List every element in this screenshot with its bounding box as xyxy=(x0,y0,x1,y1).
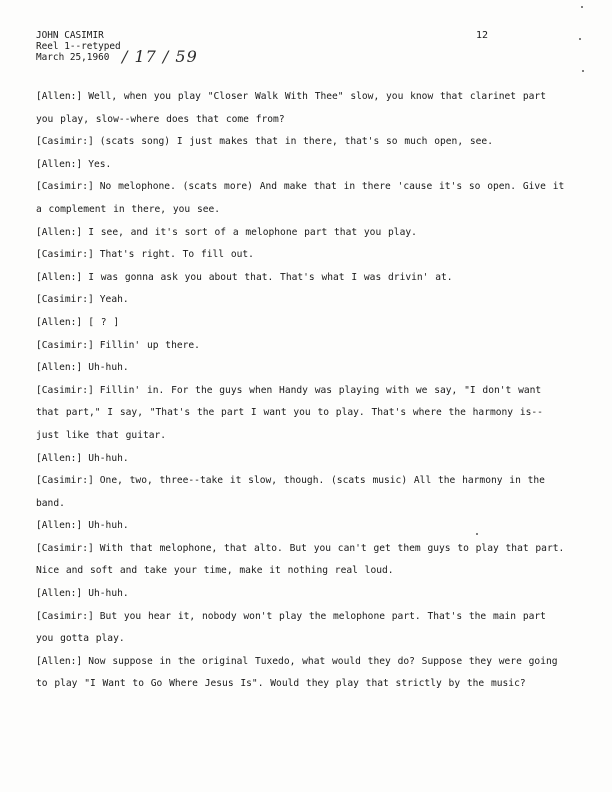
speech-text: Yeah. xyxy=(99,294,129,306)
speech-text: But you hear it, nobody won't play the melophone part. That's the main part you gotta play. xyxy=(36,610,546,645)
transcript-body xyxy=(36,86,566,696)
speech-text: I see, and it's sort of a melophone part that you play. xyxy=(88,226,417,238)
scan-speck xyxy=(582,70,584,72)
speech-text: Yes. xyxy=(88,158,112,170)
speech-text: [ ? ] xyxy=(88,316,120,328)
speaker-label: [Casimir:] xyxy=(36,181,94,193)
speech-text: I was gonna ask you about that. That's what I was drivin' at. xyxy=(88,271,453,283)
speech-text: Now suppose in the original Tuxedo, what would they do? Suppose they were going to play "I Want to Go Where Jesus Is". Would they play that strictly by the music? xyxy=(36,655,558,690)
speaker-label: [Allen:] xyxy=(36,271,83,283)
speaker-label: [Casimir:] xyxy=(36,136,94,148)
transcript-entry xyxy=(36,357,566,380)
transcript-entry xyxy=(36,470,566,515)
transcript-entry xyxy=(36,154,566,177)
interview-date: March 25,1960 xyxy=(36,52,110,63)
speaker-label: [Casimir:] xyxy=(36,384,94,396)
speaker-label: [Allen:] xyxy=(36,316,83,328)
transcript-entry xyxy=(36,651,566,696)
page-number: 12 xyxy=(476,30,489,41)
speech-text: Uh-huh. xyxy=(88,588,129,600)
speaker-label: [Allen:] xyxy=(36,91,83,102)
transcript-entry xyxy=(36,335,566,358)
speaker-label: [Casimir:] xyxy=(36,249,94,261)
transcript-entry xyxy=(36,267,566,290)
transcript-entry xyxy=(36,312,566,335)
speaker-label: [Allen:] xyxy=(36,588,83,600)
speaker-label: [Allen:] xyxy=(36,158,83,170)
speaker-label: [Casimir:] xyxy=(36,610,94,622)
speaker-label: [Allen:] xyxy=(36,520,83,532)
speech-text: One, two, three--take it slow, though. (scats music) All the harmony in the band. xyxy=(36,475,545,509)
transcript-entry xyxy=(36,380,566,448)
reel-label: Reel 1--retyped xyxy=(36,41,121,52)
speech-text: (scats song) I just makes that in there, that's so much open, see. xyxy=(99,136,493,148)
transcript-entry xyxy=(36,176,566,221)
transcript-entry xyxy=(36,222,566,245)
speaker-label: [Allen:] xyxy=(36,655,83,667)
transcript-entry xyxy=(36,515,566,538)
transcript-entry xyxy=(36,289,566,312)
transcript-entry xyxy=(36,606,566,651)
scan-speck xyxy=(476,533,478,535)
transcript-entry xyxy=(36,244,566,267)
speech-text: Uh-huh. xyxy=(88,362,129,374)
transcript-entry xyxy=(36,583,566,606)
scan-speck xyxy=(581,6,583,8)
speaker-label: [Casimir:] xyxy=(36,475,94,487)
speech-text: Fillin' up there. xyxy=(99,339,200,351)
speech-text: Fillin' in. For the guys when Handy was playing with we say, "I don't want that part," I say, "That's the part I want you to play. That's where the harmony is--just like that guitar. xyxy=(36,384,543,441)
speech-text: No melophone. (scats more) And make that in there 'cause it's so open. Give it a complement in there, you see. xyxy=(36,181,565,215)
speech-text: Well, when you play "Closer Walk With Thee" slow, you know that clarinet part you play, slow--where does that come from? xyxy=(36,91,546,125)
scan-speck xyxy=(579,38,581,40)
speech-text: Uh-huh. xyxy=(88,520,129,532)
transcript-entry xyxy=(36,448,566,471)
speech-text: Uh-huh. xyxy=(88,452,129,464)
transcript-entry xyxy=(36,131,566,154)
interviewee-name: JOHN CASIMIR xyxy=(36,30,104,41)
speaker-label: [Allen:] xyxy=(36,226,83,238)
speaker-label: [Casimir:] xyxy=(36,339,94,351)
speaker-label: [Allen:] xyxy=(36,362,83,374)
document-header xyxy=(36,30,121,63)
transcript-entry xyxy=(36,86,566,131)
speech-text: With that melophone, that alto. But you can't get them guys to play that part. Nice and soft and take your time, make it nothing real loud. xyxy=(36,542,565,577)
handwritten-date-note: / 17 / 59 xyxy=(122,47,198,66)
speaker-label: [Casimir:] xyxy=(36,542,94,554)
speaker-label: [Allen:] xyxy=(36,452,83,464)
transcript-entry xyxy=(36,538,566,583)
speech-text: That's right. To fill out. xyxy=(99,249,254,261)
speaker-label: [Casimir:] xyxy=(36,294,94,306)
